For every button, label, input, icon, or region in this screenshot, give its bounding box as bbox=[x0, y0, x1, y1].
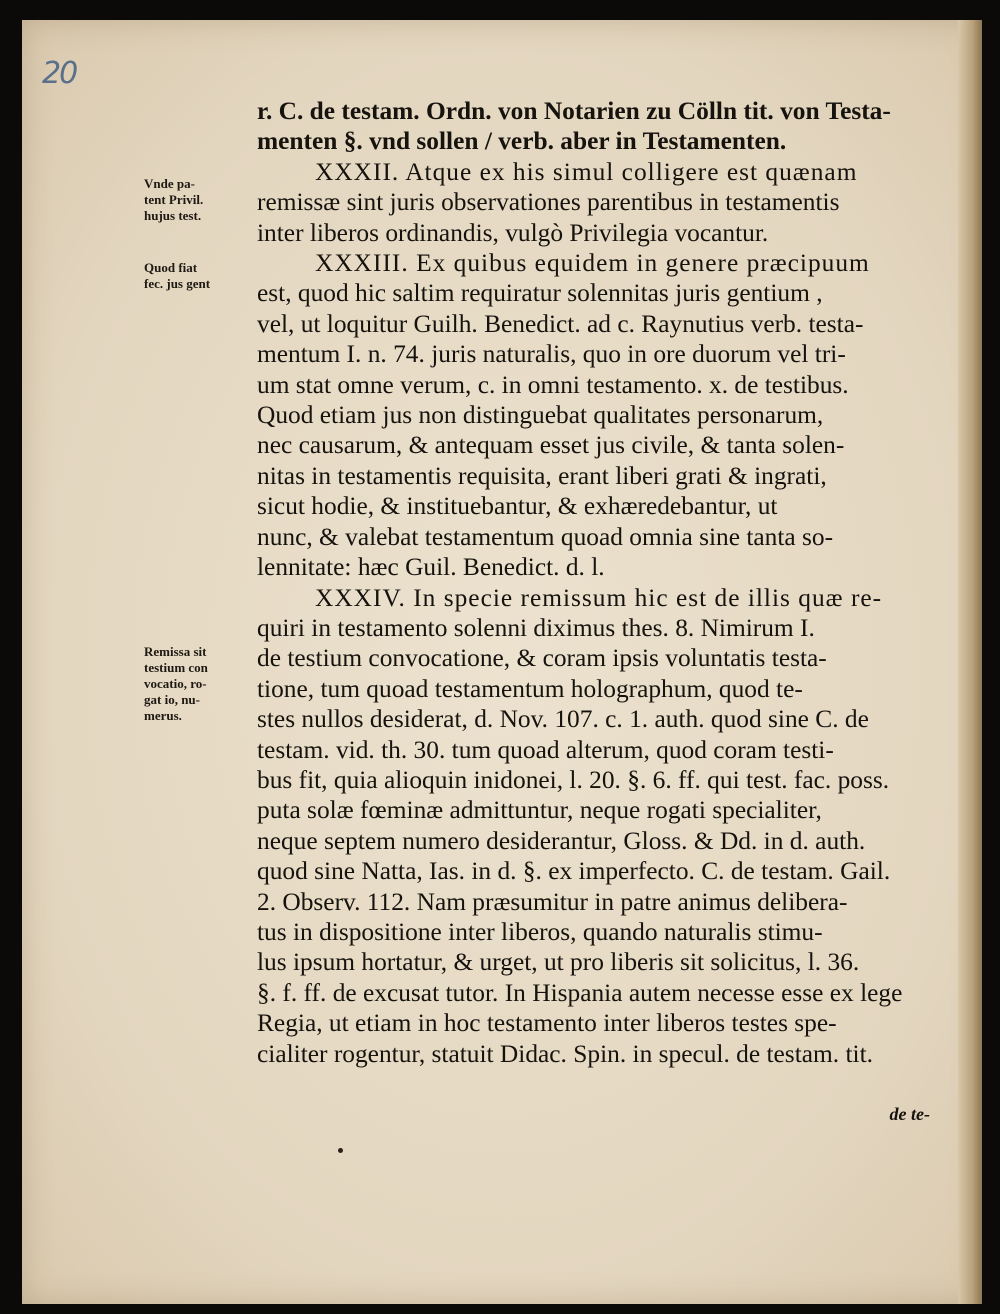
margin-note-line: fec. jus gent bbox=[144, 276, 211, 291]
text-line: lennitate: hæc Guil. Benedict. d. l. bbox=[257, 553, 605, 582]
margin-note-line: hujus test. bbox=[144, 208, 202, 223]
text-line: remissæ sint juris observationes parentibus in testamentis bbox=[257, 188, 840, 217]
text-line: tione, tum quoad testamentum holographum, quod te- bbox=[257, 674, 803, 703]
folio-number: 20 bbox=[42, 56, 77, 91]
margin-note-line: tent Privil. bbox=[144, 192, 204, 207]
margin-note-line: Remissa sit bbox=[144, 644, 207, 659]
text-line: nitas in testamentis requisita, erant liberi grati & ingrati, bbox=[257, 461, 827, 490]
text-line: neque septem numero desiderantur, Gloss. & Dd. in d. auth. bbox=[257, 826, 866, 855]
text-line: menten §. vnd sollen / verb. aber in Testamenten. bbox=[257, 127, 787, 156]
margin-note-line: testium con bbox=[144, 660, 208, 675]
text-line: bus fit, quia alioquin inidonei, l. 20. §. 6. ff. qui test. fac. poss. bbox=[257, 765, 890, 794]
text-line: §. f. ff. de excusat tutor. In Hispania autem necesse esse ex lege bbox=[257, 978, 903, 1007]
text-line: Quod etiam jus non distinguebat qualitates personarum, bbox=[257, 401, 824, 430]
text-line: mentum I. n. 74. juris naturalis, quo in ore duorum vel tri- bbox=[257, 340, 846, 369]
catchword: de te- bbox=[889, 1104, 930, 1124]
text-line: lus ipsum hortatur, & urget, ut pro liberis sit solicitus, l. 36. bbox=[257, 948, 860, 977]
text-line: stes nullos desiderat, d. Nov. 107. c. 1. auth. quod sine C. de bbox=[257, 705, 869, 734]
main-text bbox=[257, 96, 969, 1069]
text-line: nec causarum, & antequam esset jus civile, & tanta solen- bbox=[257, 431, 845, 460]
margin-note-line: gat io, nu- bbox=[144, 692, 200, 707]
margin-note-line: Vnde pa- bbox=[144, 176, 195, 191]
margin-note-witnesses bbox=[144, 644, 262, 724]
section-heading-xxxiv: XXXIV. In specie remissum hic est de illis quæ re- bbox=[315, 583, 883, 612]
text-line: r. C. de testam. Ordn. von Notarien zu Cölln tit. von Testa- bbox=[257, 97, 891, 125]
section-heading-xxxii: XXXII. Atque ex his simul colligere est quænam bbox=[315, 157, 858, 186]
margin-note-line: vocatio, ro- bbox=[144, 676, 207, 691]
text-line: um stat omne verum, c. in omni testamento. x. de testibus. bbox=[257, 370, 849, 399]
text-line: inter liberos ordinandis, vulgò Privilegia vocantur. bbox=[257, 218, 769, 247]
margin-note-jus-gentium bbox=[144, 260, 262, 292]
text-line: tus in dispositione inter liberos, quando naturalis stimu- bbox=[257, 917, 823, 946]
text-line: vel, ut loquitur Guilh. Benedict. ad c. Raynutius verb. testa- bbox=[257, 309, 864, 338]
text-line: Regia, ut etiam in hoc testamento inter liberos testes spe- bbox=[257, 1009, 837, 1038]
text-line: sicut hodie, & instituebantur, & exhæredebantur, ut bbox=[257, 492, 778, 521]
margin-note-line: merus. bbox=[144, 708, 182, 723]
text-line: puta solæ fœminæ admittuntur, neque rogati specialiter, bbox=[257, 796, 822, 825]
text-line: 2. Observ. 112. Nam præsumitur in patre animus delibera- bbox=[257, 887, 848, 916]
book-page bbox=[22, 20, 982, 1304]
text-line: quiri in testamento solenni diximus thes. 8. Nimirum I. bbox=[257, 613, 815, 642]
margin-note-line: Quod fiat bbox=[144, 260, 198, 275]
text-line: quod sine Natta, Ias. in d. §. ex imperfecto. C. de testam. Gail. bbox=[257, 857, 891, 886]
text-line: cialiter rogentur, statuit Didac. Spin. in specul. de testam. tit. bbox=[257, 1039, 873, 1068]
text-line: de testium convocatione, & coram ipsis voluntatis testa- bbox=[257, 644, 827, 673]
ink-spot bbox=[338, 1148, 343, 1153]
text-line: est, quod hic saltim requiratur solennitas juris gentium , bbox=[257, 279, 823, 308]
text-line: nunc, & valebat testamentum quoad omnia sine tanta so- bbox=[257, 522, 834, 551]
section-heading-xxxiii: XXXIII. Ex quibus equidem in genere præcipuum bbox=[315, 249, 870, 278]
text-line: testam. vid. th. 30. tum quoad alterum, quod coram testi- bbox=[257, 735, 834, 764]
margin-note-privileges bbox=[144, 176, 262, 224]
